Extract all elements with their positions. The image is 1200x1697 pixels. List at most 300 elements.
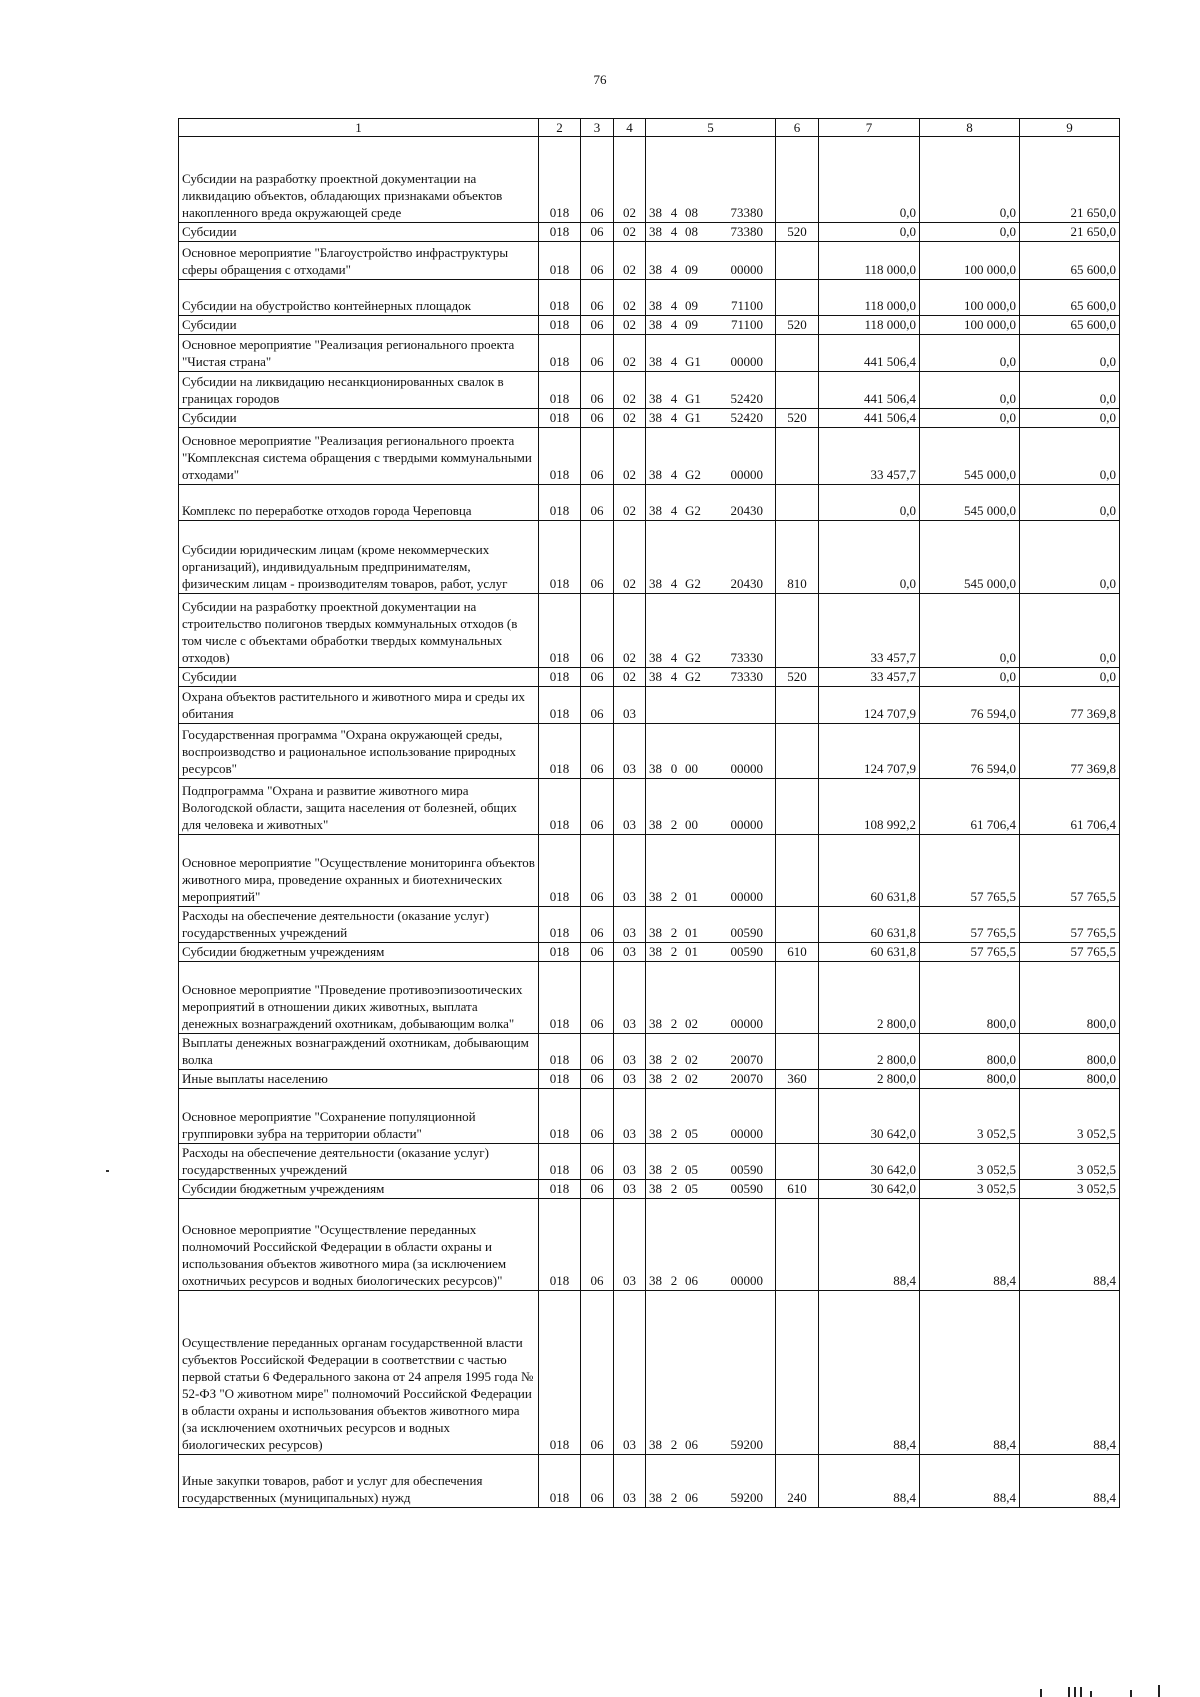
header-cell: 6 <box>776 119 819 137</box>
amount-col7-cell: 30 642,0 <box>819 1089 920 1144</box>
amount-col7-cell: 118 000,0 <box>819 242 920 280</box>
amount-col9-cell: 0,0 <box>1020 372 1120 409</box>
table-row <box>179 724 1120 779</box>
subsection-code-cell: 03 <box>614 687 646 724</box>
program-code: 38 <box>649 205 662 220</box>
scan-speck <box>106 1170 109 1172</box>
table-row <box>179 1291 1120 1455</box>
target-item-code-cell <box>646 1199 776 1291</box>
expense-name-cell: Расходы на обеспечение деятельности (оказание услуг) государственных учреждений <box>179 907 539 943</box>
ministry-code-cell: 018 <box>539 1291 581 1455</box>
amount-col7-cell: 118 000,0 <box>819 280 920 316</box>
ministry-code-cell: 018 <box>539 1455 581 1508</box>
expense-name-cell: Основное мероприятие "Сохранение популяционной группировки зубра на территории области" <box>179 1089 539 1144</box>
amount-col9-cell: 21 650,0 <box>1020 223 1120 242</box>
amount-col8-cell: 88,4 <box>920 1455 1020 1508</box>
header-cell: 8 <box>920 119 1020 137</box>
table-row <box>179 242 1120 280</box>
direction-code: 71100 <box>730 298 763 313</box>
direction-code: 00590 <box>730 944 763 959</box>
ministry-code-cell: 018 <box>539 335 581 372</box>
amount-col8-cell: 100 000,0 <box>920 316 1020 335</box>
expense-type-cell <box>776 1144 819 1180</box>
program-code: 38 <box>649 761 662 776</box>
section-code-cell: 06 <box>581 1180 614 1199</box>
amount-col8-cell: 0,0 <box>920 372 1020 409</box>
expense-name-cell: Подпрограмма "Охрана и развитие животного мира Вологодской области, защита населения от болезней, общих для человека и животных" <box>179 779 539 835</box>
table-row <box>179 668 1120 687</box>
subprogram-code: 4 <box>670 503 678 518</box>
ministry-code-cell: 018 <box>539 962 581 1034</box>
amount-col7-cell: 30 642,0 <box>819 1144 920 1180</box>
target-item-code-cell <box>646 835 776 907</box>
amount-col9-cell: 800,0 <box>1020 962 1120 1034</box>
section-code-cell: 06 <box>581 943 614 962</box>
page-number: 76 <box>593 72 607 87</box>
program-code: 38 <box>649 224 662 239</box>
amount-col8-cell: 3 052,5 <box>920 1180 1020 1199</box>
header-cell: 4 <box>614 119 646 137</box>
expense-type-cell <box>776 779 819 835</box>
amount-col9-cell: 65 600,0 <box>1020 316 1120 335</box>
target-item-code-cell <box>646 485 776 521</box>
amount-col9-cell: 0,0 <box>1020 409 1120 428</box>
expense-name-cell: Иные выплаты населению <box>179 1070 539 1089</box>
table-body <box>179 137 1120 1508</box>
direction-code: 20070 <box>730 1071 763 1086</box>
amount-col8-cell: 61 706,4 <box>920 779 1020 835</box>
subprogram-code: 4 <box>670 354 678 369</box>
table-row <box>179 521 1120 594</box>
subsection-code-cell: 03 <box>614 962 646 1034</box>
subprogram-code: 2 <box>670 1273 678 1288</box>
direction-code: 00000 <box>730 1273 763 1288</box>
expense-name-cell: Субсидии на обустройство контейнерных площадок <box>179 280 539 316</box>
direction-code: 00000 <box>730 354 763 369</box>
ministry-code-cell: 018 <box>539 1034 581 1070</box>
ministry-code-cell: 018 <box>539 1089 581 1144</box>
amount-col7-cell: 88,4 <box>819 1291 920 1455</box>
expense-name-cell: Основное мероприятие "Осуществление мониторинга объектов животного мира, проведение охранных и биотехнических мероприятий" <box>179 835 539 907</box>
subprogram-code: 4 <box>670 650 678 665</box>
amount-col9-cell: 0,0 <box>1020 335 1120 372</box>
target-item-code-cell <box>646 1291 776 1455</box>
expense-name-cell: Основное мероприятие "Реализация регионального проекта "Чистая страна" <box>179 335 539 372</box>
subsection-code-cell: 03 <box>614 907 646 943</box>
amount-col8-cell: 100 000,0 <box>920 242 1020 280</box>
section-code-cell: 06 <box>581 223 614 242</box>
ministry-code-cell: 018 <box>539 280 581 316</box>
subsection-code-cell: 02 <box>614 137 646 223</box>
subsection-code-cell: 02 <box>614 242 646 280</box>
header-cell: 9 <box>1020 119 1120 137</box>
activity-code: 00 <box>685 817 698 832</box>
amount-col8-cell: 88,4 <box>920 1291 1020 1455</box>
expense-name-cell: Субсидии бюджетным учреждениям <box>179 943 539 962</box>
target-item-code-cell <box>646 242 776 280</box>
amount-col9-cell: 0,0 <box>1020 668 1120 687</box>
expense-name-cell: Выплаты денежных вознаграждений охотникам, добывающим волка <box>179 1034 539 1070</box>
amount-col8-cell: 0,0 <box>920 335 1020 372</box>
subsection-code-cell: 03 <box>614 1291 646 1455</box>
expense-name-cell: Комплекс по переработке отходов города Череповца <box>179 485 539 521</box>
expense-type-cell <box>776 242 819 280</box>
table-row <box>179 1089 1120 1144</box>
expense-type-cell: 810 <box>776 521 819 594</box>
amount-col8-cell: 57 765,5 <box>920 907 1020 943</box>
direction-code: 00590 <box>730 1181 763 1196</box>
subsection-code-cell: 03 <box>614 1070 646 1089</box>
subprogram-code: 2 <box>670 1016 678 1031</box>
subsection-code-cell: 03 <box>614 779 646 835</box>
subsection-code-cell: 03 <box>614 1089 646 1144</box>
subsection-code-cell: 02 <box>614 335 646 372</box>
table-row <box>179 779 1120 835</box>
amount-col9-cell: 3 052,5 <box>1020 1180 1120 1199</box>
subprogram-code: 4 <box>670 262 678 277</box>
target-item-code-cell <box>646 1070 776 1089</box>
amount-col8-cell: 3 052,5 <box>920 1089 1020 1144</box>
table-row <box>179 962 1120 1034</box>
activity-code: G2 <box>685 503 701 518</box>
amount-col7-cell: 441 506,4 <box>819 335 920 372</box>
expense-type-cell: 520 <box>776 409 819 428</box>
amount-col9-cell: 57 765,5 <box>1020 943 1120 962</box>
expense-name-cell: Субсидии на разработку проектной документации на ликвидацию объектов, обладающих признаками объектов накопленного вреда окружающей среде <box>179 137 539 223</box>
subprogram-code: 2 <box>670 1490 678 1505</box>
amount-col9-cell: 800,0 <box>1020 1070 1120 1089</box>
section-code-cell: 06 <box>581 1291 614 1455</box>
table-row <box>179 409 1120 428</box>
table-row <box>179 316 1120 335</box>
direction-code: 71100 <box>730 317 763 332</box>
activity-code: G2 <box>685 669 701 684</box>
target-item-code-cell <box>646 1180 776 1199</box>
table-row <box>179 223 1120 242</box>
program-code: 38 <box>649 298 662 313</box>
activity-code: 09 <box>685 262 698 277</box>
table-header-row <box>179 119 1120 137</box>
activity-code: 01 <box>685 925 698 940</box>
program-code: 38 <box>649 669 662 684</box>
expense-type-cell <box>776 1089 819 1144</box>
expense-type-cell: 360 <box>776 1070 819 1089</box>
program-code: 38 <box>649 576 662 591</box>
target-item-code-cell <box>646 521 776 594</box>
amount-col7-cell: 33 457,7 <box>819 668 920 687</box>
target-item-code-cell <box>646 335 776 372</box>
activity-code: 02 <box>685 1016 698 1031</box>
expense-type-cell: 240 <box>776 1455 819 1508</box>
direction-code: 73330 <box>730 669 763 684</box>
amount-col9-cell: 0,0 <box>1020 594 1120 668</box>
amount-col8-cell: 0,0 <box>920 594 1020 668</box>
section-code-cell: 06 <box>581 1455 614 1508</box>
expense-name-cell: Охрана объектов растительного и животного мира и среды их обитания <box>179 687 539 724</box>
amount-col9-cell: 65 600,0 <box>1020 242 1120 280</box>
subprogram-code: 0 <box>670 761 678 776</box>
amount-col7-cell: 33 457,7 <box>819 428 920 485</box>
program-code: 38 <box>649 650 662 665</box>
expense-type-cell <box>776 137 819 223</box>
direction-code: 59200 <box>730 1490 763 1505</box>
ministry-code-cell: 018 <box>539 779 581 835</box>
program-code: 38 <box>649 503 662 518</box>
section-code-cell: 06 <box>581 668 614 687</box>
expense-name-cell: Расходы на обеспечение деятельности (оказание услуг) государственных учреждений <box>179 1144 539 1180</box>
activity-code: 09 <box>685 298 698 313</box>
program-code: 38 <box>649 317 662 332</box>
expense-type-cell <box>776 335 819 372</box>
section-code-cell: 06 <box>581 485 614 521</box>
activity-code: 09 <box>685 317 698 332</box>
ministry-code-cell: 018 <box>539 724 581 779</box>
direction-code: 59200 <box>730 1437 763 1452</box>
amount-col9-cell: 88,4 <box>1020 1291 1120 1455</box>
activity-code: 06 <box>685 1273 698 1288</box>
target-item-code-cell <box>646 687 776 724</box>
section-code-cell: 06 <box>581 372 614 409</box>
ministry-code-cell: 018 <box>539 137 581 223</box>
amount-col9-cell: 57 765,5 <box>1020 907 1120 943</box>
program-code: 38 <box>649 391 662 406</box>
amount-col7-cell: 2 800,0 <box>819 962 920 1034</box>
program-code: 38 <box>649 817 662 832</box>
amount-col7-cell: 0,0 <box>819 137 920 223</box>
ministry-code-cell: 018 <box>539 409 581 428</box>
expense-type-cell <box>776 594 819 668</box>
expense-name-cell: Субсидии <box>179 316 539 335</box>
table-row <box>179 1199 1120 1291</box>
activity-code: 06 <box>685 1490 698 1505</box>
direction-code: 00000 <box>730 761 763 776</box>
amount-col8-cell: 76 594,0 <box>920 724 1020 779</box>
program-code: 38 <box>649 1490 662 1505</box>
target-item-code-cell <box>646 962 776 1034</box>
subprogram-code: 2 <box>670 1181 678 1196</box>
amount-col9-cell: 88,4 <box>1020 1199 1120 1291</box>
expense-name-cell: Субсидии на разработку проектной документации на строительство полигонов твердых коммунальных отходов (в том числе с объектами обработки твердых коммунальных отходов) <box>179 594 539 668</box>
subprogram-code: 2 <box>670 944 678 959</box>
expense-name-cell: Иные закупки товаров, работ и услуг для обеспечения государственных (муниципальных) нужд <box>179 1455 539 1508</box>
amount-col8-cell: 545 000,0 <box>920 428 1020 485</box>
subsection-code-cell: 03 <box>614 943 646 962</box>
header-cell: 1 <box>179 119 539 137</box>
amount-col8-cell: 0,0 <box>920 137 1020 223</box>
program-code: 38 <box>649 410 662 425</box>
section-code-cell: 06 <box>581 1034 614 1070</box>
program-code: 38 <box>649 889 662 904</box>
direction-code: 73380 <box>730 224 763 239</box>
amount-col7-cell: 124 707,9 <box>819 687 920 724</box>
program-code: 38 <box>649 354 662 369</box>
table-row <box>179 1180 1120 1199</box>
amount-col7-cell: 88,4 <box>819 1199 920 1291</box>
ministry-code-cell: 018 <box>539 242 581 280</box>
header-cell: 3 <box>581 119 614 137</box>
expense-type-cell <box>776 485 819 521</box>
activity-code: G1 <box>685 354 701 369</box>
expense-name-cell: Субсидии юридическим лицам (кроме некоммерческих организаций), индивидуальным предпринимателям, физическим лицам - производителям товаров, работ, услуг <box>179 521 539 594</box>
direction-code: 00000 <box>730 262 763 277</box>
ministry-code-cell: 018 <box>539 594 581 668</box>
subsection-code-cell: 02 <box>614 594 646 668</box>
subsection-code-cell: 02 <box>614 409 646 428</box>
direction-code: 20430 <box>730 503 763 518</box>
amount-col8-cell: 0,0 <box>920 409 1020 428</box>
subprogram-code: 2 <box>670 1071 678 1086</box>
program-code: 38 <box>649 1162 662 1177</box>
subsection-code-cell: 03 <box>614 1455 646 1508</box>
target-item-code-cell <box>646 1144 776 1180</box>
amount-col8-cell: 76 594,0 <box>920 687 1020 724</box>
amount-col9-cell: 3 052,5 <box>1020 1144 1120 1180</box>
amount-col9-cell: 3 052,5 <box>1020 1089 1120 1144</box>
subprogram-code: 4 <box>670 205 678 220</box>
amount-col8-cell: 57 765,5 <box>920 943 1020 962</box>
amount-col9-cell: 0,0 <box>1020 485 1120 521</box>
amount-col9-cell: 65 600,0 <box>1020 280 1120 316</box>
table-row <box>179 1455 1120 1508</box>
subprogram-code: 2 <box>670 1052 678 1067</box>
subsection-code-cell: 02 <box>614 668 646 687</box>
subprogram-code: 4 <box>670 467 678 482</box>
ministry-code-cell: 018 <box>539 372 581 409</box>
ministry-code-cell: 018 <box>539 1180 581 1199</box>
table-row <box>179 594 1120 668</box>
amount-col8-cell: 800,0 <box>920 962 1020 1034</box>
table-row <box>179 1034 1120 1070</box>
expense-type-cell <box>776 1199 819 1291</box>
amount-col8-cell: 800,0 <box>920 1034 1020 1070</box>
direction-code: 20430 <box>730 576 763 591</box>
activity-code: G1 <box>685 410 701 425</box>
activity-code: 02 <box>685 1071 698 1086</box>
section-code-cell: 06 <box>581 1089 614 1144</box>
expense-type-cell <box>776 962 819 1034</box>
section-code-cell: 06 <box>581 409 614 428</box>
target-item-code-cell <box>646 668 776 687</box>
activity-code: 00 <box>685 761 698 776</box>
subsection-code-cell: 02 <box>614 372 646 409</box>
amount-col9-cell: 0,0 <box>1020 428 1120 485</box>
amount-col9-cell: 0,0 <box>1020 521 1120 594</box>
subprogram-code: 4 <box>670 224 678 239</box>
amount-col7-cell: 0,0 <box>819 223 920 242</box>
program-code: 38 <box>649 262 662 277</box>
amount-col7-cell: 441 506,4 <box>819 372 920 409</box>
expense-name-cell: Государственная программа "Охрана окружающей среды, воспроизводство и рациональное использование природных ресурсов" <box>179 724 539 779</box>
expense-type-cell <box>776 835 819 907</box>
target-item-code-cell <box>646 943 776 962</box>
subsection-code-cell: 03 <box>614 1180 646 1199</box>
ministry-code-cell: 018 <box>539 1199 581 1291</box>
direction-code: 73380 <box>730 205 763 220</box>
direction-code: 00000 <box>730 1016 763 1031</box>
subsection-code-cell: 03 <box>614 1144 646 1180</box>
subsection-code-cell: 02 <box>614 485 646 521</box>
direction-code: 52420 <box>730 410 763 425</box>
activity-code: G2 <box>685 650 701 665</box>
target-item-code-cell <box>646 428 776 485</box>
amount-col7-cell: 60 631,8 <box>819 907 920 943</box>
expense-type-cell <box>776 280 819 316</box>
scan-registration-marks <box>1040 1680 1190 1697</box>
amount-col7-cell: 60 631,8 <box>819 835 920 907</box>
amount-col8-cell: 545 000,0 <box>920 485 1020 521</box>
ministry-code-cell: 018 <box>539 1144 581 1180</box>
section-code-cell: 06 <box>581 335 614 372</box>
table-row <box>179 137 1120 223</box>
activity-code: G2 <box>685 467 701 482</box>
activity-code: 05 <box>685 1162 698 1177</box>
amount-col8-cell: 3 052,5 <box>920 1144 1020 1180</box>
header-cell: 7 <box>819 119 920 137</box>
section-code-cell: 06 <box>581 907 614 943</box>
amount-col8-cell: 88,4 <box>920 1199 1020 1291</box>
target-item-code-cell <box>646 594 776 668</box>
activity-code: 05 <box>685 1181 698 1196</box>
subsection-code-cell: 03 <box>614 1034 646 1070</box>
program-code: 38 <box>649 1437 662 1452</box>
direction-code: 00590 <box>730 925 763 940</box>
amount-col7-cell: 33 457,7 <box>819 594 920 668</box>
amount-col7-cell: 124 707,9 <box>819 724 920 779</box>
activity-code: G2 <box>685 576 701 591</box>
table-row <box>179 907 1120 943</box>
amount-col8-cell: 100 000,0 <box>920 280 1020 316</box>
direction-code: 73330 <box>730 650 763 665</box>
section-code-cell: 06 <box>581 687 614 724</box>
program-code: 38 <box>649 925 662 940</box>
expense-name-cell: Субсидии на ликвидацию несанкционированных свалок в границах городов <box>179 372 539 409</box>
amount-col8-cell: 0,0 <box>920 223 1020 242</box>
expense-name-cell: Субсидии бюджетным учреждениям <box>179 1180 539 1199</box>
amount-col7-cell: 2 800,0 <box>819 1070 920 1089</box>
amount-col7-cell: 108 992,2 <box>819 779 920 835</box>
amount-col7-cell: 60 631,8 <box>819 943 920 962</box>
ministry-code-cell: 018 <box>539 668 581 687</box>
subprogram-code: 4 <box>670 669 678 684</box>
amount-col9-cell: 57 765,5 <box>1020 835 1120 907</box>
subprogram-code: 2 <box>670 1162 678 1177</box>
section-code-cell: 06 <box>581 316 614 335</box>
subprogram-code: 2 <box>670 817 678 832</box>
subsection-code-cell: 03 <box>614 1199 646 1291</box>
subprogram-code: 4 <box>670 576 678 591</box>
ministry-code-cell: 018 <box>539 316 581 335</box>
amount-col7-cell: 88,4 <box>819 1455 920 1508</box>
table-row <box>179 1070 1120 1089</box>
direction-code: 20070 <box>730 1052 763 1067</box>
direction-code: 00000 <box>730 817 763 832</box>
expense-name-cell: Субсидии <box>179 223 539 242</box>
target-item-code-cell <box>646 779 776 835</box>
section-code-cell: 06 <box>581 594 614 668</box>
subprogram-code: 2 <box>670 889 678 904</box>
amount-col9-cell: 88,4 <box>1020 1455 1120 1508</box>
expense-type-cell <box>776 724 819 779</box>
target-item-code-cell <box>646 137 776 223</box>
activity-code: 05 <box>685 1126 698 1141</box>
expense-name-cell: Основное мероприятие "Благоустройство инфраструктуры сферы обращения с отходами" <box>179 242 539 280</box>
target-item-code-cell <box>646 409 776 428</box>
subsection-code-cell: 02 <box>614 521 646 594</box>
direction-code: 00590 <box>730 1162 763 1177</box>
expense-type-cell <box>776 1291 819 1455</box>
ministry-code-cell: 018 <box>539 1070 581 1089</box>
amount-col8-cell: 545 000,0 <box>920 521 1020 594</box>
